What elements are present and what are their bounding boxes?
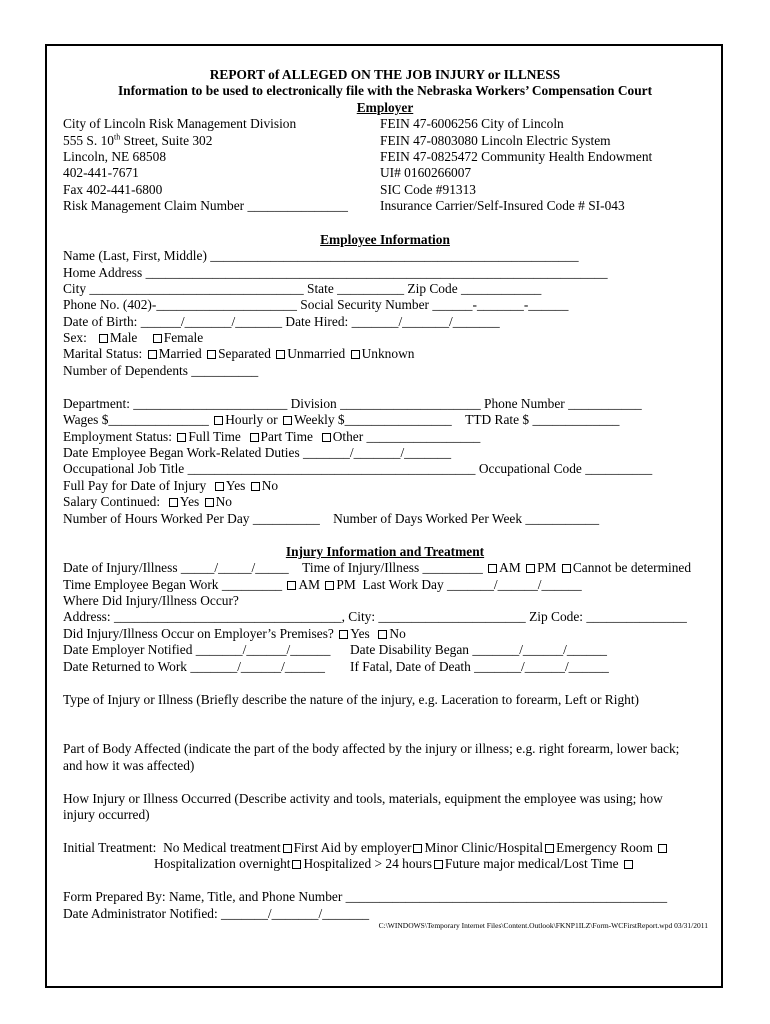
prepared-by-field[interactable]: Form Prepared By: Name, Title, and Phone Number ________________________________________________ [63,889,668,904]
employer-division: City of Lincoln Risk Management Division [63,116,297,131]
no-medical-label: No Medical treatment [163,840,281,855]
unmarried-label: Unmarried [287,346,346,361]
city-state-zip-field[interactable]: City ________________________________ State __________ Zip Code ____________ [63,281,542,296]
time-began-field[interactable]: Time Employee Began Work _________ [63,577,283,592]
claim-number-field[interactable]: Risk Management Claim Number _______________ [63,198,348,213]
full-pay-row [63,478,278,494]
ttd-rate-field[interactable]: TTD Rate $ _____________ [465,412,620,427]
married-checkbox[interactable] [148,350,157,359]
dob-hired-field[interactable]: Date of Birth: ______/_______/_______ Date Hired: _______/_______/_______ [63,314,500,329]
premises-no-checkbox[interactable] [378,630,387,639]
salary-continued-row [63,494,232,510]
pm-label: PM [336,577,356,592]
premises-label: Did Injury/Illness Occur on Employer’s Premises? [63,626,334,641]
status-label: Employment Status: [63,429,172,444]
unknown-checkbox[interactable] [351,350,360,359]
cannot-label: Cannot be determined [572,560,692,575]
pm-checkbox[interactable] [526,564,535,573]
full-pay-no-checkbox[interactable] [251,482,260,491]
employer-phone: 402-441-7671 [63,165,139,180]
sex-label: Sex: [63,330,87,345]
phone-ssn-field[interactable]: Phone No. (402)-_____________________ Social Security Number ______-_______-______ [63,297,569,312]
male-checkbox[interactable] [99,334,108,343]
other-field[interactable]: Other _________________ [332,429,481,444]
premises-row [63,626,406,642]
dependents-field[interactable]: Number of Dependents __________ [63,363,259,378]
emergency-room-checkbox[interactable] [658,844,667,853]
employer-fax: Fax 402-441-6800 [63,182,163,197]
injury-heading: Injury Information and Treatment [285,544,485,559]
minor-clinic-label: Minor Clinic/Hospital [424,840,544,855]
married-label: Married [158,346,202,361]
hours-per-day-field[interactable]: Number of Hours Worked Per Day __________ [63,511,320,526]
full-time-label: Full Time [188,429,241,444]
female-checkbox[interactable] [153,334,162,343]
insurance-code: Insurance Carrier/Self-Insured Code # SI-043 [380,198,625,213]
returned-field[interactable]: Date Returned to Work _______/______/______ [63,659,325,674]
male-label: Male [109,330,138,345]
salary-label: Salary Continued: [63,494,161,509]
hourly-label: Hourly or [225,412,278,427]
type-injury-label: Type of Injury or Illness (Briefly describe the nature of the injury, e.g. Laceration to forearm, Left or Right) [63,692,640,707]
part-body-label: Part of Body Affected (indicate the part of the body affected by the injury or illness; e.g. right forearm, lower back; [63,741,680,756]
no-label: No [215,494,232,509]
department-field[interactable]: Department: _______________________ Division _____________________ Phone Number ___________ [63,396,642,411]
no-medical-checkbox[interactable] [283,844,292,853]
hours-days-row [63,511,599,527]
last-work-day-field[interactable]: Last Work Day _______/______/______ [362,577,582,592]
hosp-overnight-label: Hospitalization overnight [154,856,291,871]
emergency-room-label: Emergency Room [556,840,653,855]
marital-row [63,346,414,362]
began-work-field[interactable]: Date Employee Began Work-Related Duties _______/_______/_______ [63,445,452,460]
fein-che: FEIN 47-0825472 Community Health Endowment [380,149,653,164]
ui-number: UI# 0160266007 [380,165,472,180]
part-time-checkbox[interactable] [250,433,259,442]
no-label: No [261,478,279,493]
part-time-label: Part Time [260,429,313,444]
fatal-date-field[interactable]: If Fatal, Date of Death _______/______/______ [350,659,609,674]
began-am-checkbox[interactable] [287,581,296,590]
future-medical-label: Future major medical/Lost Time [444,856,619,871]
first-aid-checkbox[interactable] [413,844,422,853]
form-subtitle: Information to be used to electronically file with the Nebraska Workers’ Compensation Court [117,83,653,98]
weekly-field[interactable]: Weekly $________________ [294,412,452,427]
home-address-field[interactable]: Home Address _____________________________________________________________________ [63,265,608,280]
hosp-24-checkbox[interactable] [434,860,443,869]
treatment-row-1 [63,840,669,856]
fein-city: FEIN 47-6006256 City of Lincoln [380,116,564,131]
yes-label: Yes [225,478,246,493]
premises-yes-checkbox[interactable] [339,630,348,639]
job-title-field[interactable]: Occupational Job Title ___________________________________________ Occupational Code __________ [63,461,653,476]
where-label: Where Did Injury/Illness Occur? [63,593,239,608]
am-label: AM [298,577,321,592]
weekly-checkbox[interactable] [283,416,292,425]
wages-row [63,412,620,428]
pm-label: PM [537,560,557,575]
yes-label: Yes [179,494,200,509]
salary-no-checkbox[interactable] [205,498,214,507]
employee-heading: Employee Information [320,232,450,247]
treatment-label: Initial Treatment: [63,840,157,855]
treatment-row-2 [154,856,635,872]
cannot-determine-checkbox[interactable] [562,564,571,573]
notified-field[interactable]: Date Employer Notified _______/______/______ [63,642,331,657]
how-occurred-label: How Injury or Illness Occurred (Describe activity and tools, materials, equipment the employee was using; how [63,791,663,806]
unknown-label: Unknown [361,346,415,361]
yes-label: Yes [350,626,370,641]
hosp-overnight-checkbox[interactable] [292,860,301,869]
how-occurred-label-2: injury occurred) [63,807,150,822]
employer-street: 555 S. 10th Street, Suite 302 [63,132,213,148]
unmarried-checkbox[interactable] [276,350,285,359]
separated-label: Separated [218,346,271,361]
name-field[interactable]: Name (Last, First, Middle) _______________________________________________________ [63,248,579,263]
days-per-week-field[interactable]: Number of Days Worked Per Week ___________ [333,511,600,526]
injury-address-field[interactable]: Address: __________________________________, City: ______________________ Zip Code: _______________ [63,609,687,624]
employer-city: Lincoln, NE 68508 [63,149,167,164]
marital-label: Marital Status: [63,346,143,361]
full-time-checkbox[interactable] [177,433,186,442]
full-pay-label: Full Pay for Date of Injury [63,478,207,493]
employer-heading: Employer [356,100,414,115]
hosp-24-label: Hospitalized > 24 hours [303,856,432,871]
minor-clinic-checkbox[interactable] [545,844,554,853]
sic-code: SIC Code #91313 [380,182,476,197]
full-pay-yes-checkbox[interactable] [215,482,224,491]
injury-time-field[interactable]: Time of Injury/Illness _________ [302,560,483,575]
disability-field[interactable]: Date Disability Began _______/______/______ [350,642,607,657]
no-label: No [389,626,406,641]
sex-row [63,330,203,346]
fein-les: FEIN 47-0803080 Lincoln Electric System [380,133,611,148]
salary-yes-checkbox[interactable] [169,498,178,507]
hourly-checkbox[interactable] [214,416,223,425]
admin-notified-field[interactable]: Date Administrator Notified: _______/_______/_______ [63,906,370,921]
other-checkbox[interactable] [322,433,331,442]
began-pm-checkbox[interactable] [325,581,334,590]
am-label: AM [499,560,521,575]
wages-field[interactable]: Wages $_______________ [63,412,209,427]
file-path: C:\WINDOWS\Temporary Internet Files\Content.Outlook\FKNP1ILZ\Form-WCFirstReport.wpd 03/31/2011 [378,921,708,930]
part-body-label-2: and how it was affected) [63,758,195,773]
am-checkbox[interactable] [488,564,497,573]
female-label: Female [163,330,204,345]
time-began-row [63,577,582,593]
future-medical-checkbox[interactable] [624,860,633,869]
injury-date-field[interactable]: Date of Injury/Illness _____/_____/_____ [63,560,289,575]
form-title: REPORT of ALLEGED ON THE JOB INJURY or ILLNESS [209,67,561,82]
injury-date-row [63,560,691,576]
first-aid-label: First Aid by employer [293,840,412,855]
employment-status-row [63,429,480,445]
separated-checkbox[interactable] [207,350,216,359]
